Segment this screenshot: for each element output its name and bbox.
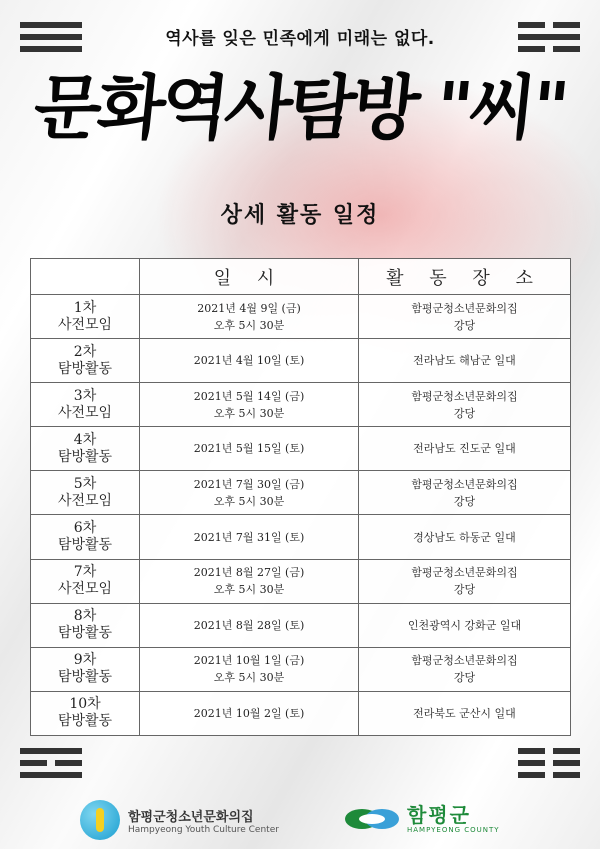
place-cell: [359, 383, 571, 427]
date-cell-line-1: 2021년 5월 14일 (금): [193, 389, 305, 403]
place-cell-line-1: 함평군청소년문화의집: [411, 389, 518, 403]
round-cell: [31, 471, 140, 515]
round-cell-line-1: 7차: [73, 564, 97, 581]
date-cell: [140, 295, 359, 339]
date-cell-line-1: 2021년 10월 1일 (금): [193, 654, 305, 668]
round-cell-line-1: 1차: [73, 299, 97, 316]
place-cell-line-1: 경상남도 하동군 일대: [413, 530, 516, 544]
date-cell-line-1: 2021년 8월 27일 (금): [193, 566, 305, 580]
date-cell-line-2: 오후 5시 30분: [213, 318, 285, 332]
date-cell: [140, 383, 359, 427]
table-row: [31, 603, 571, 647]
table-row: [31, 295, 571, 339]
place-cell-line-2: 강당: [453, 583, 476, 597]
page-title: 문화역사탐방 "씨": [29, 66, 570, 149]
place-cell-line-1: 함평군청소년문화의집: [411, 477, 518, 491]
round-cell: [31, 339, 140, 383]
county-logo-icon: [345, 805, 399, 833]
date-cell: [140, 603, 359, 647]
county-name-en: HAMPYEONG COUNTY: [407, 826, 500, 834]
table-row: [31, 691, 571, 735]
org-name-en: Hampyeong Youth Culture Center: [128, 824, 279, 835]
place-cell-line-1: 함평군청소년문화의집: [411, 654, 518, 668]
place-cell: [359, 427, 571, 471]
round-cell-line-2: 탐방활동: [57, 537, 113, 554]
date-cell: [140, 559, 359, 603]
date-cell-line-1: 2021년 10월 2일 (토): [193, 706, 305, 720]
date-cell: [140, 471, 359, 515]
round-cell: [31, 427, 140, 471]
place-cell-line-2: 강당: [453, 406, 476, 420]
round-cell-line-2: 탐방활동: [57, 625, 113, 642]
date-cell-line-2: 오후 5시 30분: [213, 494, 285, 508]
place-cell: [359, 339, 571, 383]
table-row: [31, 647, 571, 691]
place-cell-line-1: 인천광역시 강화군 일대: [407, 618, 522, 632]
round-cell: [31, 383, 140, 427]
round-cell-line-1: 3차: [73, 387, 97, 404]
page-subtitle: 상세 활동 일정: [220, 203, 380, 228]
date-cell: [140, 647, 359, 691]
date-cell-line-1: 2021년 7월 30일 (금): [193, 477, 305, 491]
round-cell: [31, 559, 140, 603]
place-cell-line-2: 강당: [453, 671, 476, 685]
place-cell: [359, 295, 571, 339]
place-cell-line-1: 전라남도 진도군 일대: [413, 442, 516, 456]
round-cell-line-1: 2차: [73, 343, 97, 360]
org-name-ko: 함평군청소년문화의집: [128, 809, 254, 825]
table-row: [31, 471, 571, 515]
round-cell: [31, 295, 140, 339]
place-cell-line-1: 전라남도 해남군 일대: [413, 354, 516, 368]
place-cell: [359, 691, 571, 735]
date-cell-line-1: 2021년 8월 28일 (토): [193, 618, 305, 632]
round-cell-line-1: 9차: [73, 652, 97, 669]
table-row: [31, 515, 571, 559]
round-cell-line-1: 4차: [73, 431, 97, 448]
round-cell-line-1: 8차: [73, 608, 97, 625]
place-cell-line-2: 강당: [453, 494, 476, 508]
county-logo: [345, 804, 500, 834]
place-cell-line-1: 함평군청소년문화의집: [411, 566, 518, 580]
table-row: [31, 427, 571, 471]
date-cell-line-2: 오후 5시 30분: [213, 671, 285, 685]
header-place: 활 동 장 소: [359, 259, 571, 295]
place-cell: [359, 603, 571, 647]
ri-trigram-icon: [20, 748, 82, 784]
round-cell: [31, 691, 140, 735]
youth-center-logo-icon: [80, 800, 120, 840]
date-cell-line-1: 2021년 4월 9일 (금): [197, 301, 301, 315]
round-cell-line-2: 탐방활동: [57, 669, 113, 686]
round-cell-line-2: 탐방활동: [57, 360, 113, 377]
place-cell: [359, 559, 571, 603]
org-logo: [80, 800, 279, 840]
round-cell-line-2: 사전모임: [57, 316, 113, 333]
round-cell-line-1: 6차: [73, 520, 97, 537]
table-header-row: [31, 259, 571, 295]
header-datetime: 일 시: [140, 259, 359, 295]
header-blank: [31, 259, 140, 295]
round-cell: [31, 603, 140, 647]
table-row: [31, 383, 571, 427]
round-cell-line-1: 5차: [73, 475, 97, 492]
date-cell: [140, 427, 359, 471]
round-cell-line-2: 사전모임: [57, 492, 113, 509]
place-cell-line-1: 전라북도 군산시 일대: [413, 706, 516, 720]
round-cell-line-2: 사전모임: [57, 581, 113, 598]
place-cell: [359, 647, 571, 691]
county-name-ko: 함평군: [407, 803, 471, 827]
date-cell-line-1: 2021년 7월 31일 (토): [193, 530, 305, 544]
date-cell: [140, 515, 359, 559]
round-cell: [31, 515, 140, 559]
date-cell-line-1: 2021년 5월 15일 (토): [193, 442, 305, 456]
round-cell-line-2: 탐방활동: [57, 713, 113, 730]
place-cell-line-1: 함평군청소년문화의집: [411, 301, 518, 315]
date-cell-line-2: 오후 5시 30분: [213, 406, 285, 420]
place-cell-line-2: 강당: [453, 318, 476, 332]
place-cell: [359, 515, 571, 559]
date-cell-line-2: 오후 5시 30분: [213, 583, 285, 597]
round-cell-line-2: 탐방활동: [57, 448, 113, 465]
table-row: [31, 339, 571, 383]
gon-trigram-icon: [518, 748, 580, 784]
place-cell: [359, 471, 571, 515]
round-cell-line-2: 사전모임: [57, 404, 113, 421]
date-cell-line-1: 2021년 4월 10일 (토): [193, 354, 305, 368]
table-row: [31, 559, 571, 603]
tagline: 역사를 잊은 민족에게 미래는 없다.: [165, 29, 435, 49]
date-cell: [140, 339, 359, 383]
round-cell: [31, 647, 140, 691]
schedule-table: [30, 258, 571, 736]
date-cell: [140, 691, 359, 735]
round-cell-line-1: 10차: [69, 696, 101, 713]
